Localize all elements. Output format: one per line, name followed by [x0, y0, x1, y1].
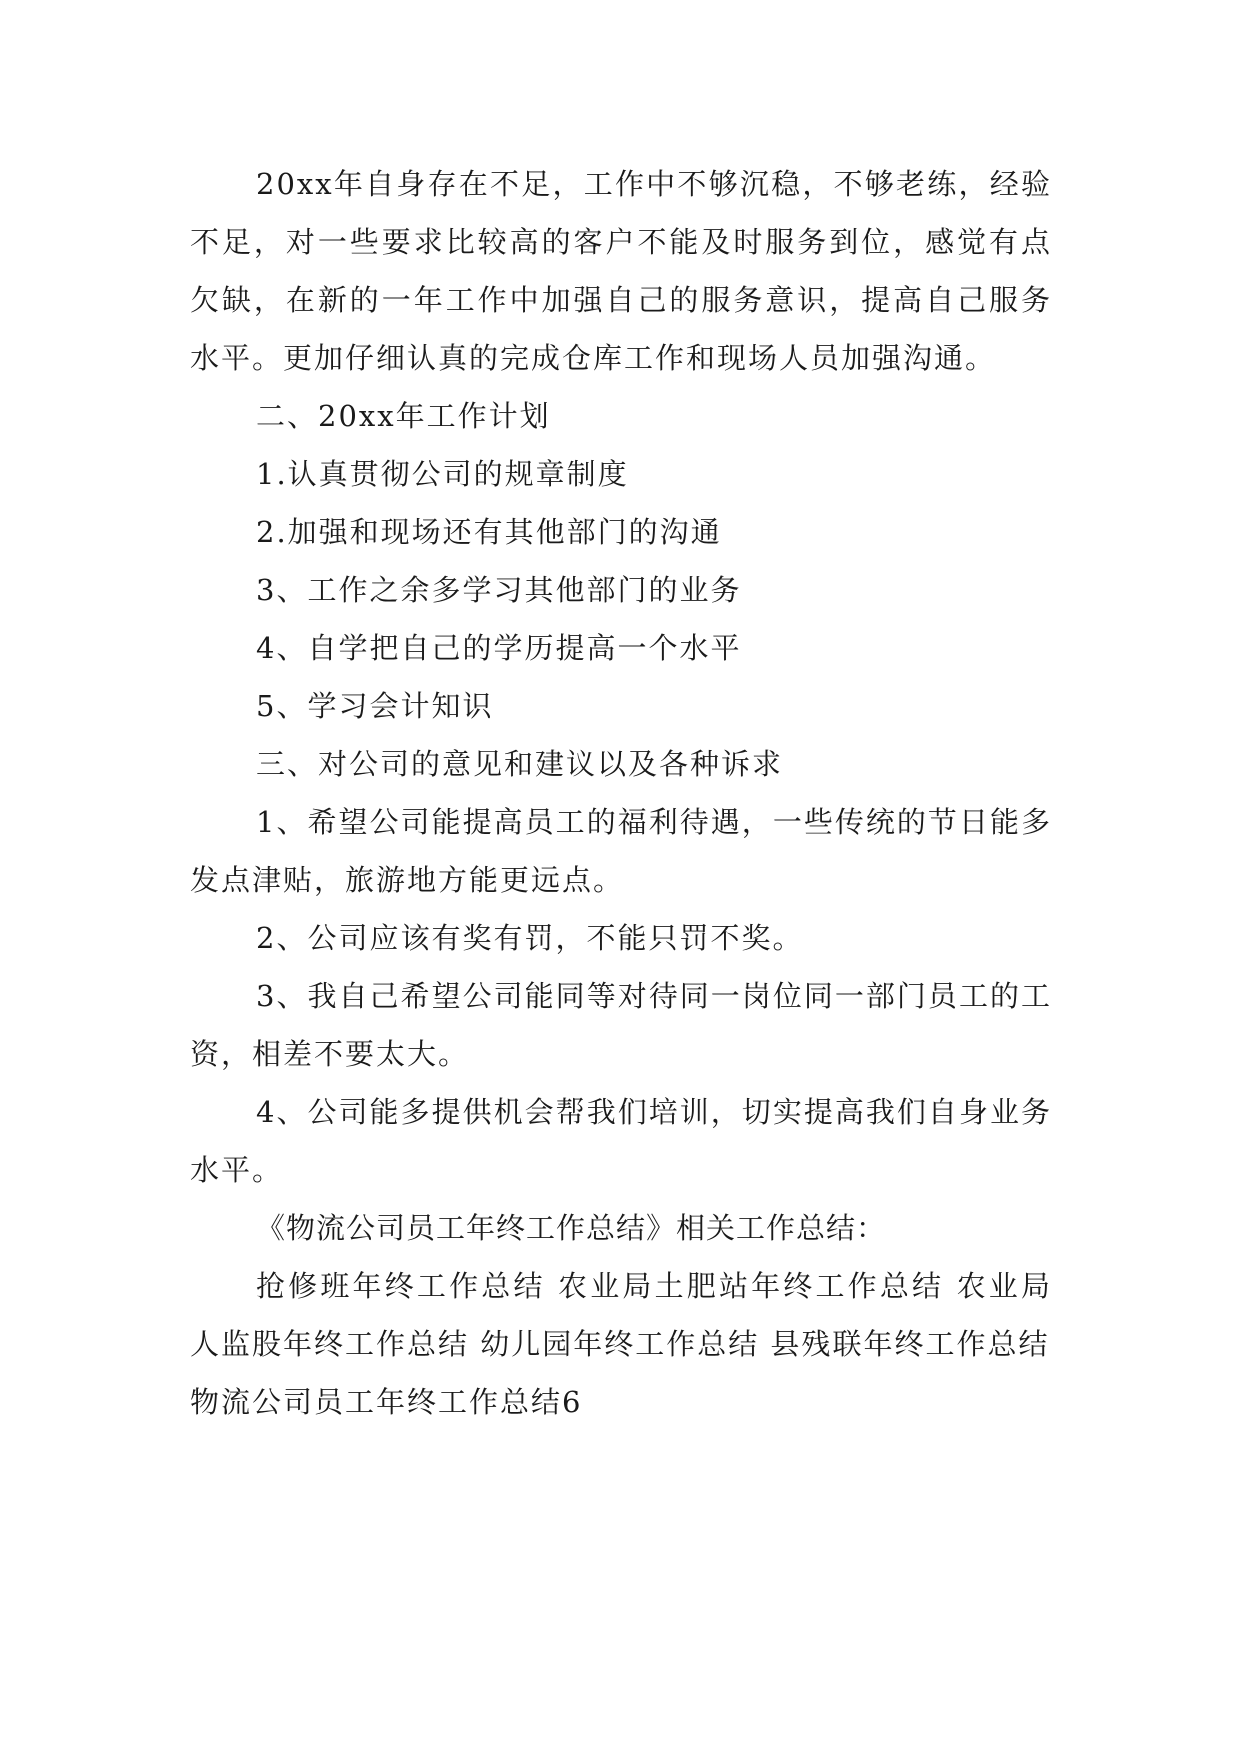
paragraph-shortcomings: 20xx年自身存在不足，工作中不够沉稳，不够老练，经验不足，对一些要求比较高的客户不能及时服务到位，感觉有点欠缺，在新的一年工作中加强自己的服务意识，提高自己服务水平。更加仔细认真的完成仓库工作和现场人员加强沟通。 — [190, 167, 1052, 375]
suggestion-item-1: 1、希望公司能提高员工的福利待遇，一些传统的节日能多发点津贴，旅游地方能更远点。 — [190, 805, 1052, 897]
section-heading-suggestions: 三、对公司的意见和建议以及各种诉求 — [256, 747, 784, 781]
plan-item-4: 4、自学把自己的学历提高一个水平 — [256, 631, 742, 665]
related-summaries-heading: 《物流公司员工年终工作总结》相关工作总结： — [256, 1211, 887, 1245]
related-summaries-list: 抢修班年终工作总结 农业局土肥站年终工作总结 农业局人监股年终工作总结 幼儿园年终工作总结 县残联年终工作总结 — [190, 1269, 1052, 1361]
next-document-title: 物流公司员工年终工作总结6 — [190, 1385, 583, 1419]
plan-item-2: 2.加强和现场还有其他部门的沟通 — [256, 515, 722, 549]
plan-item-1: 1.认真贯彻公司的规章制度 — [256, 457, 629, 491]
plan-item-5: 5、学习会计知识 — [256, 689, 494, 723]
suggestion-item-2: 2、公司应该有奖有罚，不能只罚不奖。 — [256, 921, 804, 955]
plan-item-3: 3、工作之余多学习其他部门的业务 — [256, 573, 742, 607]
document-body — [190, 155, 1052, 1431]
suggestion-item-4: 4、公司能多提供机会帮我们培训，切实提高我们自身业务水平。 — [190, 1095, 1052, 1187]
suggestion-item-3: 3、我自己希望公司能同等对待同一岗位同一部门员工的工资，相差不要太大。 — [190, 979, 1052, 1071]
section-heading-work-plan: 二、20xx年工作计划 — [256, 399, 551, 433]
